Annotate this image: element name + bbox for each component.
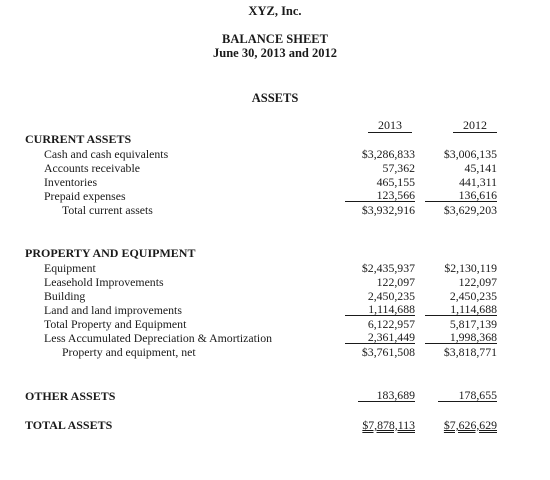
other-assets-label: OTHER ASSETS — [25, 389, 116, 403]
value-2013: $2,435,937 — [361, 261, 415, 275]
row-label: Cash and cash equivalents — [44, 147, 169, 161]
row-label: Less Accumulated Depreciation & Amortization — [44, 331, 273, 345]
other-assets-2012: 178,655 — [438, 389, 497, 402]
value-2012: $3,006,135 — [443, 147, 497, 161]
value-2013: 6,122,957 — [367, 317, 415, 331]
property-net-2012: $3,818,771 — [443, 345, 497, 359]
property-heading: PROPERTY AND EQUIPMENT — [25, 246, 196, 260]
current-assets-heading: CURRENT ASSETS — [25, 132, 132, 146]
value-2012: 5,817,139 — [449, 317, 497, 331]
property-net-2013: $3,761,508 — [361, 345, 415, 359]
row-label: Leasehold Improvements — [44, 275, 164, 289]
row-label: Equipment — [44, 261, 96, 275]
column-header-2013: 2013 — [368, 119, 412, 133]
section-title: ASSETS — [251, 91, 299, 105]
row-label: Inventories — [44, 175, 98, 189]
property-net-label: Property and equipment, net — [62, 345, 196, 359]
total-assets-2013: $7,878,113 — [362, 418, 415, 432]
column-header-2012: 2012 — [453, 119, 497, 133]
value-2013: 123,566 — [345, 189, 415, 202]
value-2012: $2,130,119 — [444, 261, 497, 275]
row-label: Land and land improvements — [44, 303, 182, 317]
row-label: Building — [44, 289, 86, 303]
value-2013: 2,450,235 — [367, 289, 415, 303]
value-2012: 136,616 — [425, 189, 497, 202]
value-2012: 2,450,235 — [449, 289, 497, 303]
value-2013: 122,097 — [376, 275, 415, 289]
value-2012: 122,097 — [458, 275, 497, 289]
company-name: XYZ, Inc. — [248, 4, 302, 18]
value-2012: 1,998,368 — [425, 331, 497, 344]
value-2012: 1,114,688 — [425, 303, 497, 316]
total-current-assets-2012: $3,629,203 — [443, 203, 497, 217]
value-2013: 465,155 — [376, 175, 415, 189]
value-2013: 57,362 — [382, 161, 415, 175]
row-label: Accounts receivable — [44, 161, 140, 175]
value-2012: 441,311 — [459, 175, 497, 189]
value-2013: 1,114,688 — [345, 303, 415, 316]
total-assets-2012: $7,626,629 — [443, 418, 497, 432]
value-2012: 45,141 — [464, 161, 497, 175]
total-current-assets-label: Total current assets — [62, 203, 153, 217]
total-assets-label: TOTAL ASSETS — [25, 418, 113, 432]
statement-title: BALANCE SHEET — [222, 32, 328, 46]
row-label: Total Property and Equipment — [44, 317, 187, 331]
value-2013: 2,361,449 — [345, 331, 415, 344]
value-2013: $3,286,833 — [361, 147, 415, 161]
row-label: Prepaid expenses — [44, 189, 126, 203]
other-assets-2013: 183,689 — [358, 389, 415, 402]
total-current-assets-2013: $3,932,916 — [361, 203, 415, 217]
statement-dates: June 30, 2013 and 2012 — [213, 46, 337, 60]
